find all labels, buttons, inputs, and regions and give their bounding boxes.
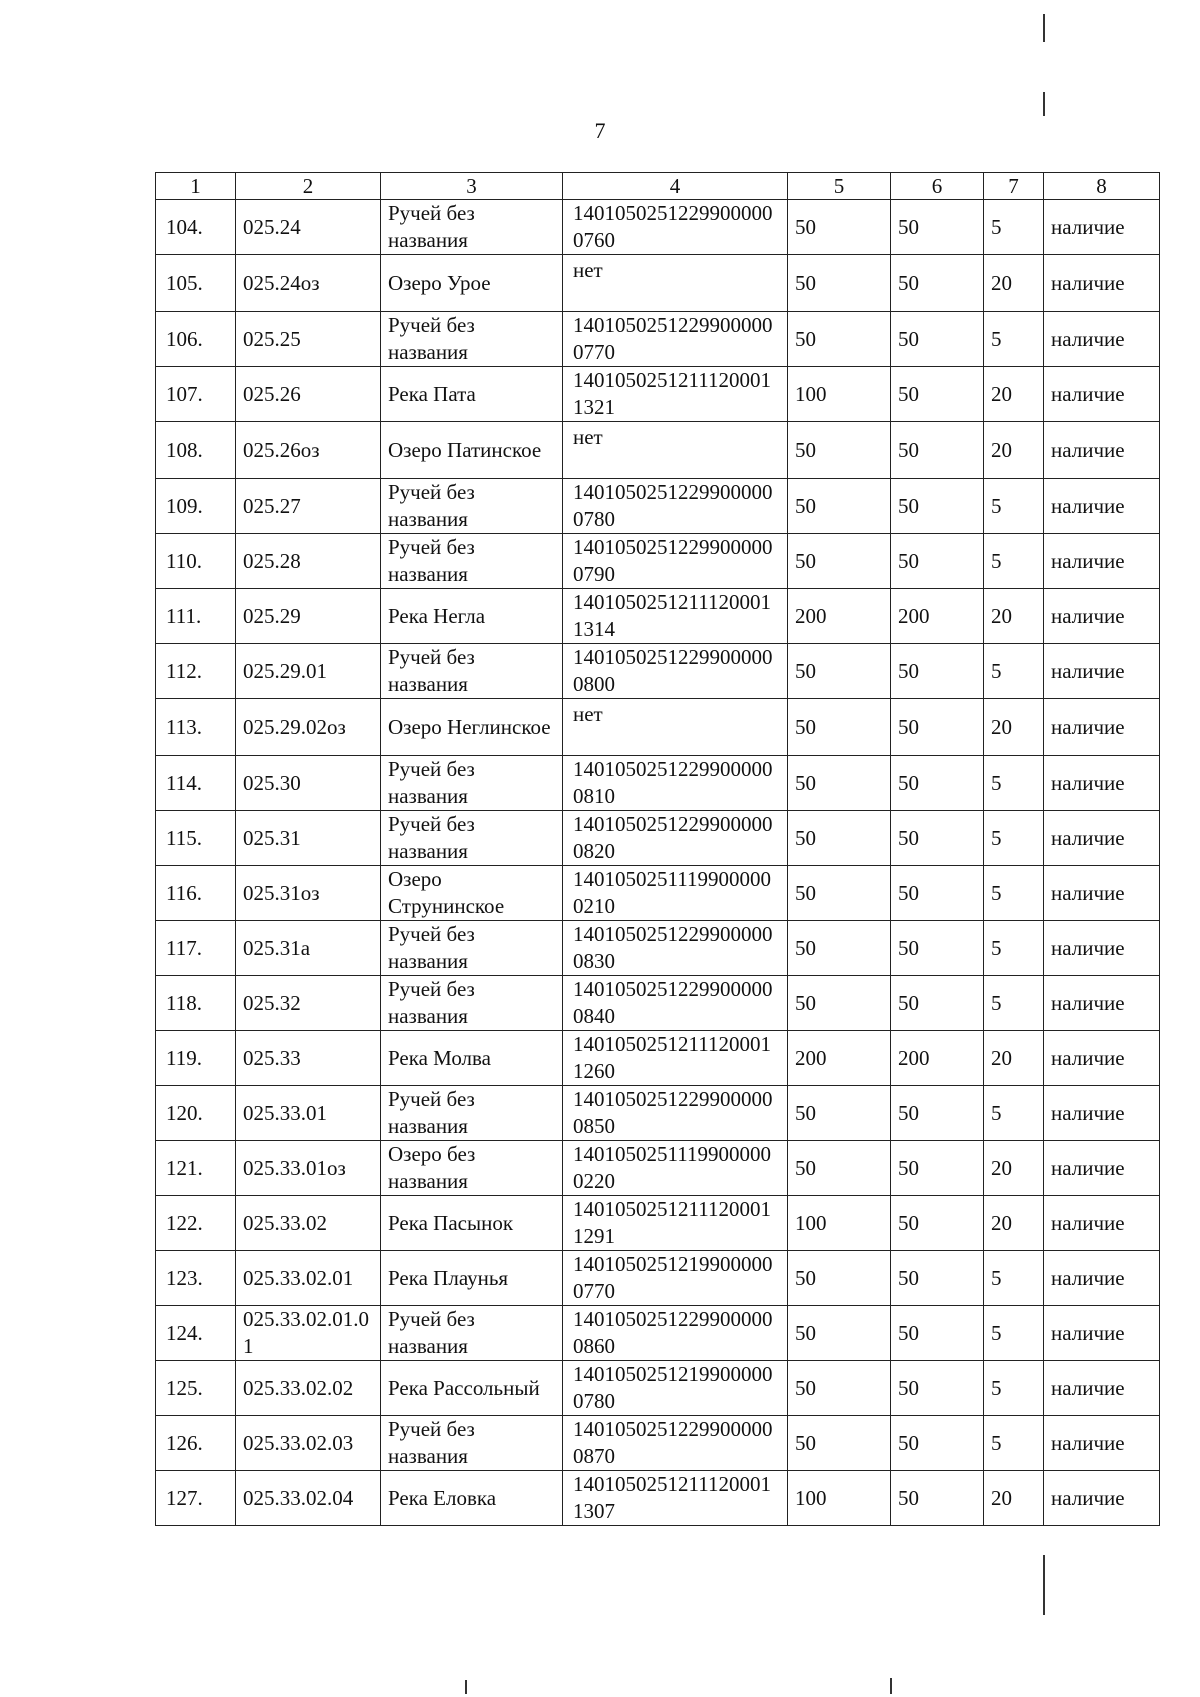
value-col6-cell: 50 xyxy=(891,1086,984,1141)
registry-code-cell: 14010502512111200011291 xyxy=(563,1196,788,1251)
value-col5-cell: 50 xyxy=(788,1251,891,1306)
row-number-cell: 124. xyxy=(156,1306,236,1361)
table-row xyxy=(156,921,1160,976)
row-number-cell: 126. xyxy=(156,1416,236,1471)
value-col5-cell: 50 xyxy=(788,644,891,699)
water-body-name-cell: Река Рассольный xyxy=(381,1361,563,1416)
value-col5-cell: 50 xyxy=(788,255,891,312)
row-number-cell: 114. xyxy=(156,756,236,811)
status-cell: наличие xyxy=(1044,1196,1160,1251)
status-cell: наличие xyxy=(1044,1251,1160,1306)
registry-code-cell: нет xyxy=(563,422,788,479)
column-header: 8 xyxy=(1044,173,1160,200)
water-body-name-cell: Река Пасынок xyxy=(381,1196,563,1251)
water-body-name-cell: Ручей без названия xyxy=(381,1306,563,1361)
code-cell: 025.33.02.01.01 xyxy=(236,1306,381,1361)
value-col5-cell: 100 xyxy=(788,367,891,422)
row-number-cell: 107. xyxy=(156,367,236,422)
status-cell: наличие xyxy=(1044,367,1160,422)
water-body-name-cell: Река Молва xyxy=(381,1031,563,1086)
registry-code-cell: 14010502512111200011307 xyxy=(563,1471,788,1526)
value-col6-cell: 50 xyxy=(891,1141,984,1196)
value-col7-cell: 20 xyxy=(984,1141,1044,1196)
registry-code-cell: 14010502512299000000790 xyxy=(563,534,788,589)
table-row xyxy=(156,976,1160,1031)
value-col5-cell: 50 xyxy=(788,756,891,811)
row-number-cell: 123. xyxy=(156,1251,236,1306)
value-col6-cell: 200 xyxy=(891,589,984,644)
row-number-cell: 119. xyxy=(156,1031,236,1086)
row-number-cell: 125. xyxy=(156,1361,236,1416)
row-number-cell: 105. xyxy=(156,255,236,312)
scan-mark xyxy=(1043,14,1045,42)
value-col7-cell: 20 xyxy=(984,367,1044,422)
table-row xyxy=(156,200,1160,255)
registry-code-cell: нет xyxy=(563,255,788,312)
code-cell: 025.33.01 xyxy=(236,1086,381,1141)
value-col6-cell: 50 xyxy=(891,811,984,866)
code-cell: 025.29 xyxy=(236,589,381,644)
water-body-name-cell: Ручей без названия xyxy=(381,479,563,534)
value-col5-cell: 50 xyxy=(788,921,891,976)
value-col7-cell: 20 xyxy=(984,1471,1044,1526)
status-cell: наличие xyxy=(1044,756,1160,811)
water-bodies-table xyxy=(155,172,1160,1526)
value-col6-cell: 50 xyxy=(891,200,984,255)
registry-code-cell: 14010502512299000000780 xyxy=(563,479,788,534)
table-row xyxy=(156,1416,1160,1471)
value-col5-cell: 50 xyxy=(788,811,891,866)
table-row xyxy=(156,1306,1160,1361)
registry-code-cell: 14010502512111200011321 xyxy=(563,367,788,422)
value-col5-cell: 50 xyxy=(788,976,891,1031)
value-col6-cell: 50 xyxy=(891,921,984,976)
value-col6-cell: 50 xyxy=(891,367,984,422)
row-number-cell: 116. xyxy=(156,866,236,921)
value-col7-cell: 5 xyxy=(984,976,1044,1031)
table-row xyxy=(156,1361,1160,1416)
value-col7-cell: 5 xyxy=(984,756,1044,811)
table-row xyxy=(156,255,1160,312)
table-row xyxy=(156,1251,1160,1306)
scan-mark xyxy=(1043,1555,1045,1615)
table-row xyxy=(156,589,1160,644)
status-cell: наличие xyxy=(1044,1141,1160,1196)
code-cell: 025.33.02 xyxy=(236,1196,381,1251)
table-row xyxy=(156,367,1160,422)
table-row xyxy=(156,534,1160,589)
registry-code-cell: 14010502512199000000780 xyxy=(563,1361,788,1416)
value-col6-cell: 200 xyxy=(891,1031,984,1086)
scan-mark xyxy=(1043,92,1045,116)
header-row xyxy=(156,173,1160,200)
value-col7-cell: 5 xyxy=(984,811,1044,866)
water-body-name-cell: Река Пата xyxy=(381,367,563,422)
water-body-name-cell: Река Плаунья xyxy=(381,1251,563,1306)
table-row xyxy=(156,1141,1160,1196)
table-row xyxy=(156,699,1160,756)
registry-code-cell: 14010502512299000000830 xyxy=(563,921,788,976)
value-col5-cell: 50 xyxy=(788,312,891,367)
code-cell: 025.27 xyxy=(236,479,381,534)
row-number-cell: 106. xyxy=(156,312,236,367)
table-body xyxy=(156,200,1160,1526)
value-col7-cell: 20 xyxy=(984,699,1044,756)
code-cell: 025.28 xyxy=(236,534,381,589)
value-col7-cell: 5 xyxy=(984,200,1044,255)
row-number-cell: 120. xyxy=(156,1086,236,1141)
row-number-cell: 109. xyxy=(156,479,236,534)
value-col7-cell: 5 xyxy=(984,866,1044,921)
status-cell: наличие xyxy=(1044,921,1160,976)
value-col5-cell: 50 xyxy=(788,1141,891,1196)
column-header: 4 xyxy=(563,173,788,200)
value-col7-cell: 5 xyxy=(984,1251,1044,1306)
status-cell: наличие xyxy=(1044,1031,1160,1086)
table-row xyxy=(156,1196,1160,1251)
water-body-name-cell: Ручей без названия xyxy=(381,1086,563,1141)
value-col5-cell: 50 xyxy=(788,1306,891,1361)
code-cell: 025.30 xyxy=(236,756,381,811)
value-col6-cell: 50 xyxy=(891,1471,984,1526)
value-col6-cell: 50 xyxy=(891,422,984,479)
status-cell: наличие xyxy=(1044,811,1160,866)
value-col6-cell: 50 xyxy=(891,1306,984,1361)
value-col7-cell: 5 xyxy=(984,644,1044,699)
code-cell: 025.29.02оз xyxy=(236,699,381,756)
row-number-cell: 112. xyxy=(156,644,236,699)
registry-code-cell: 14010502512299000000770 xyxy=(563,312,788,367)
table-row xyxy=(156,479,1160,534)
water-body-name-cell: Ручей без названия xyxy=(381,811,563,866)
value-col7-cell: 5 xyxy=(984,1306,1044,1361)
value-col7-cell: 20 xyxy=(984,589,1044,644)
code-cell: 025.31оз xyxy=(236,866,381,921)
row-number-cell: 113. xyxy=(156,699,236,756)
table-row xyxy=(156,1086,1160,1141)
code-cell: 025.33 xyxy=(236,1031,381,1086)
water-body-name-cell: Ручей без названия xyxy=(381,756,563,811)
row-number-cell: 122. xyxy=(156,1196,236,1251)
status-cell: наличие xyxy=(1044,479,1160,534)
value-col6-cell: 50 xyxy=(891,866,984,921)
table-row xyxy=(156,644,1160,699)
value-col5-cell: 50 xyxy=(788,479,891,534)
value-col7-cell: 5 xyxy=(984,1361,1044,1416)
water-body-name-cell: Ручей без названия xyxy=(381,534,563,589)
registry-code-cell: 14010502512199000000770 xyxy=(563,1251,788,1306)
value-col6-cell: 50 xyxy=(891,1251,984,1306)
value-col5-cell: 50 xyxy=(788,1416,891,1471)
registry-code-cell: 14010502512299000000760 xyxy=(563,200,788,255)
value-col5-cell: 50 xyxy=(788,422,891,479)
value-col5-cell: 50 xyxy=(788,699,891,756)
water-body-name-cell: Озеро Патинское xyxy=(381,422,563,479)
value-col6-cell: 50 xyxy=(891,312,984,367)
value-col5-cell: 50 xyxy=(788,534,891,589)
registry-code-cell: 14010502512111200011314 xyxy=(563,589,788,644)
row-number-cell: 110. xyxy=(156,534,236,589)
registry-code-cell: 14010502512299000000850 xyxy=(563,1086,788,1141)
code-cell: 025.33.02.01 xyxy=(236,1251,381,1306)
table-row xyxy=(156,1031,1160,1086)
status-cell: наличие xyxy=(1044,976,1160,1031)
scan-mark xyxy=(465,1680,467,1694)
status-cell: наличие xyxy=(1044,644,1160,699)
code-cell: 025.33.01оз xyxy=(236,1141,381,1196)
registry-code-cell: 14010502511199000000210 xyxy=(563,866,788,921)
row-number-cell: 118. xyxy=(156,976,236,1031)
code-cell: 025.29.01 xyxy=(236,644,381,699)
registry-code-cell: 14010502512299000000840 xyxy=(563,976,788,1031)
scan-mark xyxy=(890,1678,892,1694)
value-col7-cell: 5 xyxy=(984,312,1044,367)
status-cell: наличие xyxy=(1044,255,1160,312)
value-col6-cell: 50 xyxy=(891,534,984,589)
value-col6-cell: 50 xyxy=(891,756,984,811)
table-row xyxy=(156,312,1160,367)
status-cell: наличие xyxy=(1044,1306,1160,1361)
water-body-name-cell: Ручей без названия xyxy=(381,312,563,367)
water-body-name-cell: Река Негла xyxy=(381,589,563,644)
status-cell: наличие xyxy=(1044,1361,1160,1416)
value-col7-cell: 5 xyxy=(984,1086,1044,1141)
registry-code-cell: 14010502512299000000870 xyxy=(563,1416,788,1471)
code-cell: 025.33.02.02 xyxy=(236,1361,381,1416)
table-row xyxy=(156,866,1160,921)
value-col7-cell: 20 xyxy=(984,255,1044,312)
row-number-cell: 108. xyxy=(156,422,236,479)
status-cell: наличие xyxy=(1044,866,1160,921)
table-row xyxy=(156,756,1160,811)
code-cell: 025.25 xyxy=(236,312,381,367)
water-body-name-cell: Ручей без названия xyxy=(381,200,563,255)
value-col6-cell: 50 xyxy=(891,479,984,534)
column-header: 5 xyxy=(788,173,891,200)
code-cell: 025.26 xyxy=(236,367,381,422)
value-col5-cell: 200 xyxy=(788,1031,891,1086)
registry-code-cell: 14010502512111200011260 xyxy=(563,1031,788,1086)
code-cell: 025.24оз xyxy=(236,255,381,312)
column-header: 2 xyxy=(236,173,381,200)
water-body-name-cell: Озеро Неглинское xyxy=(381,699,563,756)
registry-code-cell: 14010502512299000000820 xyxy=(563,811,788,866)
value-col6-cell: 50 xyxy=(891,1196,984,1251)
value-col6-cell: 50 xyxy=(891,699,984,756)
value-col5-cell: 50 xyxy=(788,866,891,921)
value-col5-cell: 50 xyxy=(788,1361,891,1416)
water-body-name-cell: Ручей без названия xyxy=(381,976,563,1031)
code-cell: 025.24 xyxy=(236,200,381,255)
code-cell: 025.31а xyxy=(236,921,381,976)
registry-code-cell: 14010502512299000000860 xyxy=(563,1306,788,1361)
code-cell: 025.31 xyxy=(236,811,381,866)
value-col5-cell: 100 xyxy=(788,1471,891,1526)
column-header: 3 xyxy=(381,173,563,200)
code-cell: 025.33.02.04 xyxy=(236,1471,381,1526)
water-body-name-cell: Река Еловка xyxy=(381,1471,563,1526)
value-col7-cell: 20 xyxy=(984,1031,1044,1086)
status-cell: наличие xyxy=(1044,422,1160,479)
table-row xyxy=(156,1471,1160,1526)
status-cell: наличие xyxy=(1044,1416,1160,1471)
value-col6-cell: 50 xyxy=(891,644,984,699)
status-cell: наличие xyxy=(1044,589,1160,644)
value-col7-cell: 20 xyxy=(984,422,1044,479)
row-number-cell: 104. xyxy=(156,200,236,255)
row-number-cell: 115. xyxy=(156,811,236,866)
status-cell: наличие xyxy=(1044,534,1160,589)
water-body-name-cell: Ручей без названия xyxy=(381,921,563,976)
value-col6-cell: 50 xyxy=(891,1361,984,1416)
status-cell: наличие xyxy=(1044,200,1160,255)
column-header: 7 xyxy=(984,173,1044,200)
value-col7-cell: 5 xyxy=(984,479,1044,534)
code-cell: 025.32 xyxy=(236,976,381,1031)
status-cell: наличие xyxy=(1044,1471,1160,1526)
value-col7-cell: 5 xyxy=(984,1416,1044,1471)
column-header: 6 xyxy=(891,173,984,200)
registry-code-cell: 14010502511199000000220 xyxy=(563,1141,788,1196)
table-row xyxy=(156,422,1160,479)
status-cell: наличие xyxy=(1044,699,1160,756)
registry-code-cell: 14010502512299000000800 xyxy=(563,644,788,699)
water-body-name-cell: Ручей без названия xyxy=(381,1416,563,1471)
status-cell: наличие xyxy=(1044,1086,1160,1141)
value-col7-cell: 5 xyxy=(984,534,1044,589)
code-cell: 025.26оз xyxy=(236,422,381,479)
row-number-cell: 127. xyxy=(156,1471,236,1526)
page-number: 7 xyxy=(594,118,606,143)
value-col6-cell: 50 xyxy=(891,1416,984,1471)
value-col5-cell: 200 xyxy=(788,589,891,644)
water-body-name-cell: Озеро Урое xyxy=(381,255,563,312)
value-col6-cell: 50 xyxy=(891,255,984,312)
water-body-name-cell: Ручей без названия xyxy=(381,644,563,699)
value-col5-cell: 50 xyxy=(788,200,891,255)
value-col5-cell: 50 xyxy=(788,1086,891,1141)
value-col5-cell: 100 xyxy=(788,1196,891,1251)
value-col7-cell: 5 xyxy=(984,921,1044,976)
water-body-name-cell: Озеро Струнинское xyxy=(381,866,563,921)
code-cell: 025.33.02.03 xyxy=(236,1416,381,1471)
table-row xyxy=(156,811,1160,866)
row-number-cell: 117. xyxy=(156,921,236,976)
row-number-cell: 111. xyxy=(156,589,236,644)
column-header: 1 xyxy=(156,173,236,200)
value-col6-cell: 50 xyxy=(891,976,984,1031)
status-cell: наличие xyxy=(1044,312,1160,367)
value-col7-cell: 20 xyxy=(984,1196,1044,1251)
registry-code-cell: нет xyxy=(563,699,788,756)
registry-code-cell: 14010502512299000000810 xyxy=(563,756,788,811)
water-body-name-cell: Озеро без названия xyxy=(381,1141,563,1196)
row-number-cell: 121. xyxy=(156,1141,236,1196)
